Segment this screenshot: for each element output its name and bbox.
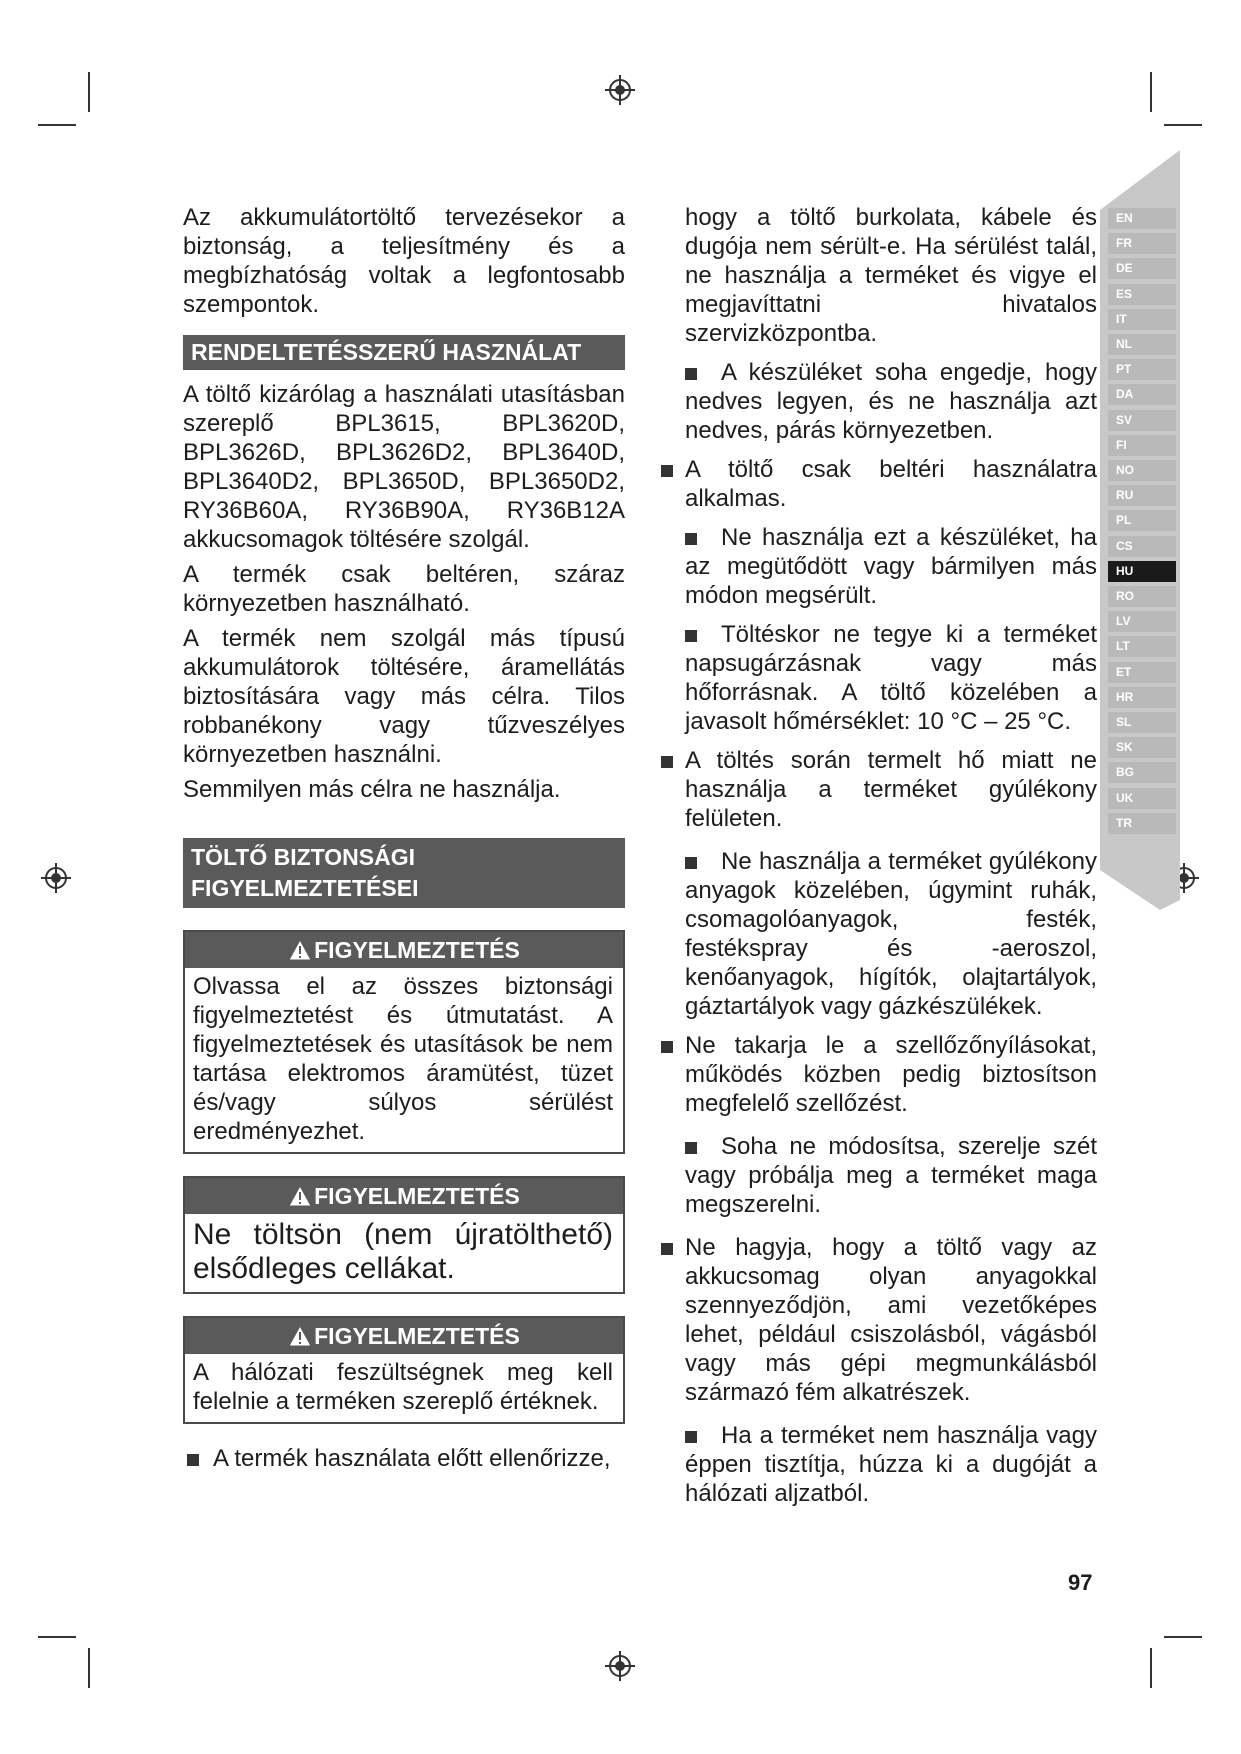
intended-use-paragraph: A termék nem szolgál más típusú akkumulátorok töltésére, áramellátás biztosítására vagy más célra. Tilos robbanékony vagy tűzveszélyes környezetben használni. <box>183 625 625 768</box>
language-tabs <box>1108 150 1178 900</box>
language-tab-sk[interactable]: SK <box>1108 737 1176 758</box>
language-tab-fr[interactable]: FR <box>1108 233 1176 254</box>
language-tab-et[interactable]: ET <box>1108 662 1176 683</box>
bullet-icon <box>661 756 673 768</box>
intended-use-paragraph: A töltő kizárólag a használati utasításban szereplő BPL3615, BPL3620D, BPL3626D, BPL3626D2, BPL3640D, BPL3640D2, BPL3650D, BPL3650D2, RY36B60A, RY36B90A, RY36B12A akkucsomagok töltésére szolgál. <box>183 381 625 553</box>
warning-title <box>185 1178 623 1214</box>
crop-mark <box>88 72 90 112</box>
list-item-text: Soha ne módosítsa, szerelje szét vagy próbálja meg a terméket maga megszerelni. <box>685 1133 1097 1218</box>
list-item-text: A termék használata előtt ellenőrizze, <box>213 1445 611 1472</box>
registration-mark-icon <box>604 74 636 106</box>
language-tab-hu[interactable]: HU <box>1108 561 1176 582</box>
crop-mark <box>1150 1648 1152 1688</box>
language-tab-pl[interactable]: PL <box>1108 510 1176 531</box>
warning-box <box>183 930 625 1154</box>
bullet-icon <box>685 1142 697 1154</box>
crop-mark <box>1164 1636 1202 1638</box>
safety-heading-line: TÖLTŐ BIZTONSÁGI <box>191 844 416 870</box>
warning-triangle-icon <box>288 1185 312 1207</box>
language-tab-cs[interactable]: CS <box>1108 536 1176 557</box>
list-item <box>685 1421 1097 1508</box>
language-tab-pt[interactable]: PT <box>1108 359 1176 380</box>
bullet-icon <box>661 465 673 477</box>
list-item <box>685 523 1097 610</box>
language-tab-no[interactable]: NO <box>1108 460 1176 481</box>
list-item-text: Ne használja ezt a készüléket, ha az megütődött vagy bármilyen más módon megsérült. <box>685 524 1097 609</box>
language-tab-bg[interactable]: BG <box>1108 762 1176 783</box>
list-item <box>685 358 1097 445</box>
intended-use-paragraph: Semmilyen más célra ne használja. <box>183 776 561 803</box>
list-item <box>685 847 1097 1021</box>
language-tab-hr[interactable]: HR <box>1108 687 1176 708</box>
crop-mark <box>38 124 76 126</box>
list-item <box>685 1233 1097 1407</box>
registration-mark-icon <box>40 862 72 894</box>
warning-text: A hálózati feszültségnek meg kell felelnie a terméken szereplő értéknek. <box>193 1359 613 1415</box>
language-tab-ru[interactable]: RU <box>1108 485 1176 506</box>
language-tab-fi[interactable]: FI <box>1108 435 1176 456</box>
continuation-paragraph: hogy a töltő burkolata, kábele és dugója nem sérült-e. Ha sérülést talál, ne használja a terméket és vigye el megjavíttatni hivatalos szervizközpontba. <box>685 204 1097 347</box>
language-tab-da[interactable]: DA <box>1108 384 1176 405</box>
registration-mark-icon <box>604 1650 636 1682</box>
language-tab-lt[interactable]: LT <box>1108 636 1176 657</box>
list-item-text: Ne használja a terméket gyúlékony anyagok közelében, úgymint ruhák, csomagolóanyagok, festék, festékspray és -aeroszol, kenőanyagok, hígítók, olajtartályok, gáztartályok vagy gázkészülékek. <box>685 848 1097 1020</box>
language-tab-lv[interactable]: LV <box>1108 611 1176 632</box>
list-item <box>685 746 1097 833</box>
warning-title-text: FIGYELMEZTETÉS <box>314 1183 520 1209</box>
warning-triangle-icon <box>288 939 312 961</box>
list-item-text: A töltő csak beltéri használatra alkalmas. <box>685 456 1097 512</box>
language-tab-sl[interactable]: SL <box>1108 712 1176 733</box>
list-item <box>685 1132 1097 1219</box>
warning-title <box>185 1318 623 1354</box>
list-item-text: A töltés során termelt hő miatt ne használja a terméket gyúlékony felületen. <box>685 747 1097 832</box>
language-tab-nl[interactable]: NL <box>1108 334 1176 355</box>
language-tab-it[interactable]: IT <box>1108 309 1176 330</box>
warning-box <box>183 1176 625 1294</box>
crop-mark <box>88 1648 90 1688</box>
section-heading-safety <box>183 838 625 908</box>
language-tab-uk[interactable]: UK <box>1108 788 1176 809</box>
language-tab-sv[interactable]: SV <box>1108 410 1176 431</box>
safety-heading-line: FIGYELMEZTETÉSEI <box>191 875 419 901</box>
intro-paragraph: Az akkumulátortöltő tervezésekor a biztonság, a teljesítmény és a megbízhatóság voltak a legfontosabb szempontok. <box>183 204 625 318</box>
list-item-text: Ne hagyja, hogy a töltő vagy az akkucsomag olyan anyagokkal szennyeződjön, ami vezetőképes lehet, például csiszolásból, vágásból vagy más gépi megmunkálásból származó fém alkatrészek. <box>685 1234 1097 1406</box>
list-item <box>183 1444 625 1473</box>
list-item-text: Ha a terméket nem használja vagy éppen tisztítja, húzza ki a dugóját a hálózati aljzatból. <box>685 1422 1097 1507</box>
warning-box <box>183 1316 625 1424</box>
list-item-text: Töltéskor ne tegye ki a terméket napsugárzásnak vagy más hőforrásnak. A töltő közelében a javasolt hőmérséklet: 10 °C – 25 °C. <box>685 621 1097 735</box>
list-item <box>685 455 1097 513</box>
language-tab-es[interactable]: ES <box>1108 284 1176 305</box>
crop-mark <box>1150 72 1152 112</box>
bullet-icon <box>187 1454 199 1466</box>
list-item-text: Ne takarja le a szellőzőnyílásokat, működés közben pedig biztosítson megfelelő szellőzést. <box>685 1032 1097 1117</box>
bullet-icon <box>661 1041 673 1053</box>
crop-mark <box>38 1636 76 1638</box>
language-tab-tr[interactable]: TR <box>1108 813 1176 834</box>
crop-mark <box>1164 124 1202 126</box>
bullet-icon <box>661 1243 673 1255</box>
list-item <box>685 1031 1097 1118</box>
warning-title-text: FIGYELMEZTETÉS <box>314 937 520 963</box>
right-column <box>685 203 1097 1508</box>
language-tab-en[interactable]: EN <box>1108 208 1176 229</box>
bullet-icon <box>685 857 697 869</box>
left-column <box>183 203 625 1473</box>
warning-title <box>185 932 623 968</box>
bullet-icon <box>685 368 697 380</box>
warning-text: Olvassa el az összes biztonsági figyelmeztetést és útmutatást. A figyelmeztetések és utasítások be nem tartása elektromos áramütést, tüzet és/vagy súlyos sérülést eredményezhet. <box>193 973 613 1145</box>
warning-title-text: FIGYELMEZTETÉS <box>314 1323 520 1349</box>
bullet-icon <box>685 1431 697 1443</box>
intended-use-paragraph: A termék csak beltéren, száraz környezetben használható. <box>183 561 625 617</box>
bullet-icon <box>685 630 697 642</box>
language-tab-ro[interactable]: RO <box>1108 586 1176 607</box>
section-heading-intended-use: RENDELTETÉSSZERŰ HASZNÁLAT <box>183 335 625 370</box>
language-tab-de[interactable]: DE <box>1108 258 1176 279</box>
bullet-icon <box>685 533 697 545</box>
warning-triangle-icon <box>288 1325 312 1347</box>
page-number: 97 <box>1068 1570 1093 1595</box>
list-item <box>685 620 1097 736</box>
list-item-text: A készüléket soha engedje, hogy nedves legyen, és ne használja azt nedves, párás környezetben. <box>685 359 1097 444</box>
warning-text: Ne töltsön (nem újratölthető) elsődleges cellákat. <box>193 1218 613 1285</box>
